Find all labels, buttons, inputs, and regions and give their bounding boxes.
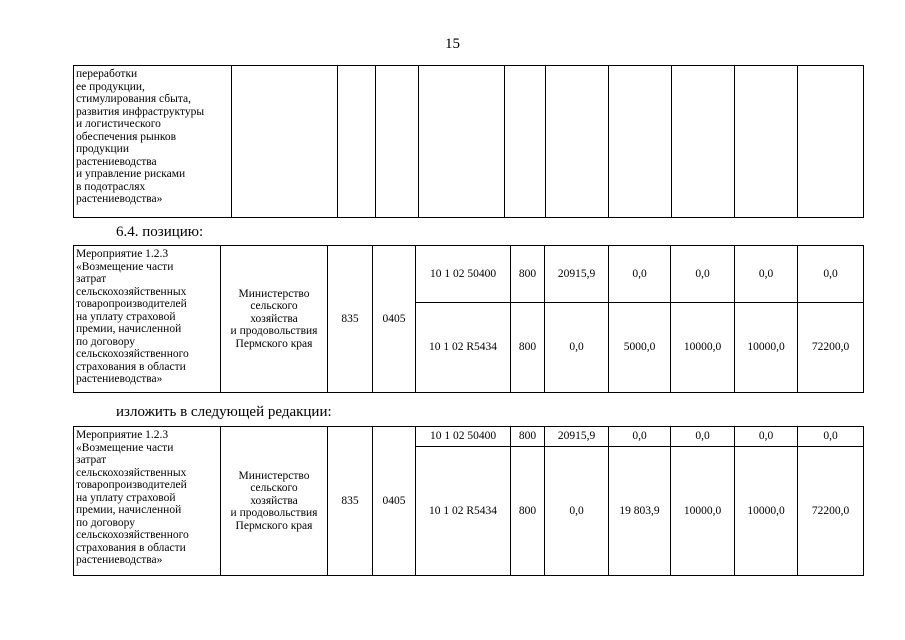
text-line: растениеводства <box>76 155 157 168</box>
empty-cell <box>609 66 672 218</box>
text-line: премии, начисленной <box>76 323 182 335</box>
value-cell: 72200,0 <box>798 447 864 576</box>
empty-cell <box>546 66 609 218</box>
text-line: стимулирования сбыта, <box>76 93 192 105</box>
page-number: 15 <box>445 36 460 52</box>
grbs-cell: 835 <box>328 246 373 393</box>
csr-cell: 10 1 02 50400 <box>416 246 511 303</box>
value-cell: 0,0 <box>798 427 864 447</box>
executor-cell <box>221 246 328 393</box>
text-line: ее продукции, <box>76 80 145 93</box>
value-cell: 0,0 <box>671 427 735 447</box>
text-line: страхования в области <box>76 360 186 373</box>
text-line: на уплату страховой <box>76 491 176 504</box>
value-cell: 0,0 <box>735 427 798 447</box>
text-line: Пермского края <box>235 519 313 532</box>
vr-cell: 800 <box>511 447 545 576</box>
text-line: по договору <box>76 335 136 348</box>
text-line: затрат <box>76 273 107 285</box>
text-line: Министерство <box>238 287 310 300</box>
value-cell: 20915,9 <box>545 246 609 303</box>
empty-cell <box>419 66 505 218</box>
value-cell: 0,0 <box>545 303 609 393</box>
text-line: Министерство <box>238 469 310 482</box>
executor-cell <box>221 427 328 576</box>
csr-cell: 10 1 02 R5434 <box>416 447 511 576</box>
text-line: «Возмещение части <box>76 260 174 273</box>
instruction-text: изложить в следующей редакции: <box>116 404 332 420</box>
vr-cell: 800 <box>511 246 545 303</box>
text-line: обеспечения рынков <box>76 130 177 143</box>
text-line: «Возмещение части <box>76 441 174 454</box>
empty-cell <box>798 66 864 218</box>
value-cell: 10000,0 <box>735 303 798 393</box>
value-cell: 10000,0 <box>671 447 735 576</box>
table-current-position <box>73 245 864 393</box>
rzpr-cell: 0405 <box>373 246 416 393</box>
empty-cell <box>232 66 338 218</box>
csr-cell: 10 1 02 R5434 <box>416 303 511 393</box>
rzpr-cell: 0405 <box>373 427 416 576</box>
text-line: Пермского края <box>235 337 313 350</box>
value-cell: 10000,0 <box>671 303 735 393</box>
empty-cell <box>505 66 546 218</box>
vr-cell: 800 <box>511 303 545 393</box>
value-cell: 0,0 <box>609 246 671 303</box>
instruction-text: 6.4. позицию: <box>116 224 204 240</box>
text-line: затрат <box>76 454 107 466</box>
text-line: сельскохозяйственного <box>76 348 189 360</box>
value-cell: 0,0 <box>545 447 609 576</box>
text-line: товаропроизводителей <box>76 298 187 310</box>
text-line: Мероприятие 1.2.3 <box>76 248 169 260</box>
text-line: растениеводства» <box>76 373 163 385</box>
text-line: сельского <box>250 482 298 495</box>
text-line: в подотраслях <box>76 180 146 193</box>
text-line: растениеводства» <box>76 193 163 205</box>
text-line: хозяйства <box>250 312 298 325</box>
text-line: сельскохозяйственных <box>76 466 187 479</box>
empty-cell <box>376 66 419 218</box>
value-cell: 10000,0 <box>735 447 798 576</box>
empty-cell <box>735 66 798 218</box>
empty-cell <box>338 66 376 218</box>
value-cell: 0,0 <box>798 246 864 303</box>
text-line: страхования в области <box>76 541 186 554</box>
grbs-cell: 835 <box>328 427 373 576</box>
text-line: хозяйства <box>250 494 298 507</box>
value-cell: 20915,9 <box>545 427 609 447</box>
vr-cell: 800 <box>511 427 545 447</box>
text-line: развития инфраструктуры <box>76 105 205 118</box>
text-line: Мероприятие 1.2.3 <box>76 429 169 441</box>
text-line: по договору <box>76 516 136 529</box>
text-line: товаропроизводителей <box>76 479 187 491</box>
measure-name-cell <box>74 427 221 576</box>
text-line: и логистического <box>76 118 161 130</box>
measure-name-cell <box>74 66 232 218</box>
text-line: растениеводства» <box>76 554 163 566</box>
text-line: на уплату страховой <box>76 310 176 323</box>
text-line: сельскохозяйственных <box>76 285 187 298</box>
value-cell: 0,0 <box>671 246 735 303</box>
text-line: продукции <box>76 143 129 155</box>
value-cell: 0,0 <box>735 246 798 303</box>
value-cell: 0,0 <box>609 427 671 447</box>
text-line: и продовольствия <box>230 507 318 520</box>
text-line: сельскохозяйственного <box>76 529 189 541</box>
csr-cell: 10 1 02 50400 <box>416 427 511 447</box>
table-continuation <box>73 65 864 218</box>
value-cell: 19 803,9 <box>609 447 671 576</box>
text-line: и продовольствия <box>230 325 318 338</box>
measure-name-cell <box>74 246 221 393</box>
empty-cell <box>672 66 735 218</box>
value-cell: 72200,0 <box>798 303 864 393</box>
value-cell: 5000,0 <box>609 303 671 393</box>
text-line: и управление рисками <box>76 168 186 180</box>
text-line: переработки <box>76 68 138 80</box>
text-line: премии, начисленной <box>76 504 182 516</box>
table-new-position <box>73 426 864 576</box>
text-line: сельского <box>250 300 298 313</box>
